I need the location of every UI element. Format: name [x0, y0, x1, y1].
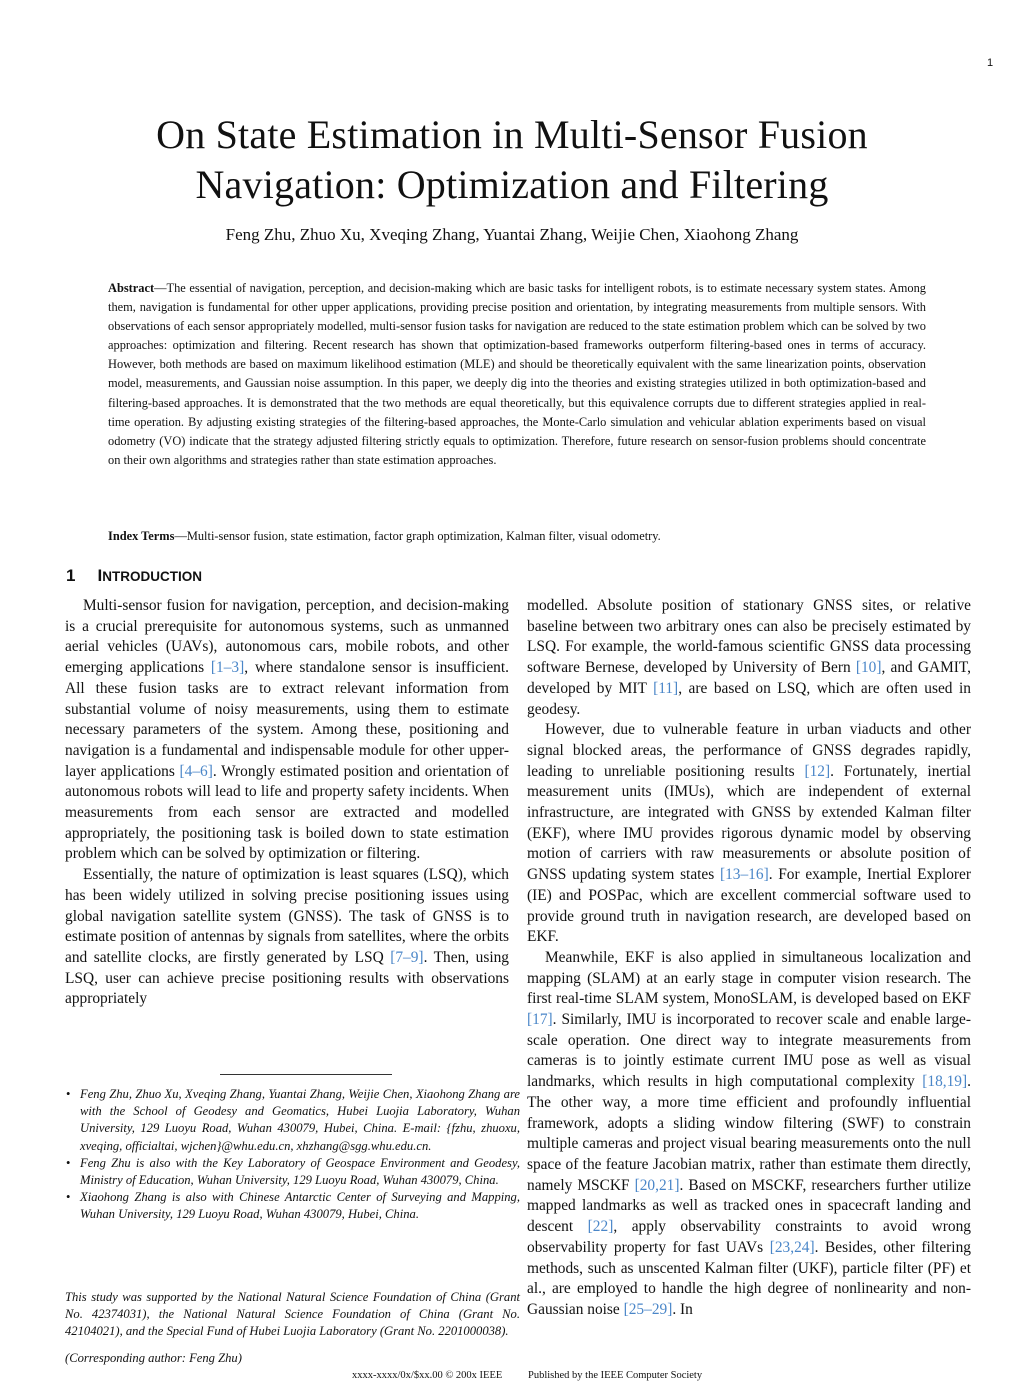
funding-note: This study was supported by the National Natural Science Foundation of China (Grant No. 42374031), the National Natural Science Foundation of China (Grant No. 42104021), and the Special Fund of Hubei Luojia Laboratory (Grant No. 2201000038).	[65, 1290, 520, 1339]
body-text: . The other way, a more time efficient and profoundly influential framework, adopts a sliding window filtering (SWF) to constrain multiple cameras and project visual bearing measurements onto the null space of the feature Jacobian matrix, rather than estimate them directly, namely MSCKF	[527, 1073, 971, 1194]
body-text: , and GAMIT, developed by MIT	[527, 659, 972, 697]
citation-link[interactable]: [10]	[855, 659, 882, 677]
citation-link[interactable]: [7–9]	[390, 948, 424, 966]
paragraph	[527, 948, 971, 1321]
title-line: On State Estimation in Multi-Sensor Fusion	[156, 112, 868, 157]
body-text: . In	[672, 1300, 693, 1318]
bullet-icon: •	[66, 1087, 71, 1101]
bullet-icon: •	[66, 1190, 71, 1205]
citation-link[interactable]: [20,21]	[634, 1176, 680, 1194]
section-title-initial: I	[97, 566, 103, 585]
footer-publisher: Published by the IEEE Computer Society	[528, 1370, 703, 1381]
body-text: . Wrongly estimated position and orientation of autonomous robots will lead to life and property safety incidents. When measurements from each sensor are extracted and modelled appropriately, the positioning task is boiled down to state estimation problem which can be solved by optimization or filtering.	[65, 762, 509, 863]
section-heading	[66, 566, 202, 586]
corresponding-author: (Corresponding author: Feng Zhu)	[65, 1351, 242, 1365]
citation-link[interactable]: [1–3]	[210, 659, 245, 677]
footnote-item	[65, 1155, 520, 1189]
section-number: 1	[66, 566, 76, 585]
body-text: , apply observability constraints to avoid wrong observability property for fast UAVs	[527, 1218, 972, 1256]
bullet-icon: •	[66, 1155, 71, 1170]
body-text: However, due to vulnerable feature in urban viaducts and other signal blocked areas, the performance of GNSS degrades rapidly, leading to unreliable positioning results	[527, 721, 971, 780]
footnote-item	[65, 1189, 520, 1223]
page-number: 1	[987, 57, 994, 69]
abstract	[108, 279, 926, 470]
abstract-text: —The essential of navigation, perception, and decision-making which are basic tasks for intelligent robots, is to estimate necessary system states. Among them, navigation is fundamental for other upper applications, providing precise position and orientation, by integrating measurements from multiple sensors. With observations of each sensor appropriately modelled, multi-sensor fusion tasks for navigation are reduced to the state estimation problem which can be solved by two approaches: optimization and filtering. Recent research has shown that optimization-based frameworks outperform filtering-based ones in terms of accuracy. However, both methods are based on maximum likelihood estimation (MLE) and should be theoretically equivalent with the same linearization points, observation model, measurements, and Gaussian noise assumption. In this paper, we deeply dig into the theories and existing strategies utilized in both optimization-based and filtering-based approaches. It is demonstrated that the two methods are equal theoretically, but this equivalence corrupts due to different strategies applied in real-time operation. By adjusting existing strategies of the filtering-based approaches, the Monte-Carlo simulation and vehicular ablation experiments based on visual odometry (VO) indicate that the strategy adjusted filtering strictly equals to optimization. Therefore, future research on sensor-fusion problems should concentrate on their own algorithms and strategies rather than state estimation approaches.	[108, 281, 926, 467]
body-text: Multi-sensor fusion for navigation, perception, and decision-making is a crucial prerequisite for autonomous systems, such as unmanned aerial vehicles (UAVs), autonomous cars, mobile robots, and other emerging applications	[65, 597, 509, 677]
body-text: modelled. Absolute position of stationary GNSS sites, or relative baseline between two arbitrary ones can also be precisely estimated by LSQ. For example, the world-famous scientific GNSS data processing software Bernese, developed by University of Bern	[527, 597, 971, 677]
author-list: Feng Zhu, Zhuo Xu, Xveqing Zhang, Yuantai Zhang, Weijie Chen, Xiaohong Zhang	[225, 225, 799, 244]
footnote-divider	[220, 1074, 392, 1075]
footnote-text: Xiaohong Zhang is also with Chinese Antarctic Center of Surveying and Mapping, Wuhan University, 129 Luoyu Road, Wuhan 430079, Hubei, China.	[80, 1190, 520, 1222]
footer-copyright: xxxx-xxxx/0x/$xx.00 © 200x IEEE	[352, 1370, 503, 1381]
footnote-text: Feng Zhu is also with the Key Laboratory of Geospace Environment and Geodesy, Ministry of Education, Wuhan University, 129 Luoyu Road, Wuhan 430079, China.	[80, 1155, 520, 1188]
footnote-text: Feng Zhu, Zhuo Xu, Xveqing Zhang, Yuantai Zhang, Weijie Chen, Xiaohong Zhang are with the School of Geodesy and Geomatics, Hubei Luojia Laboratory, Wuhan University, 129 Luoyu Road, Wuhan 430079, Hubei, China. E-mail: {fzhu, zhuoxu, xveqing, officialtai, wjchen}@whu.edu.cn, xhzhang@sgg.whu.edu.cn.	[80, 1087, 520, 1153]
citation-link[interactable]: [22]	[587, 1218, 614, 1236]
citation-link[interactable]: [23,24]	[769, 1238, 815, 1256]
footnote-item	[65, 1086, 520, 1155]
citation-link[interactable]: [12]	[804, 762, 831, 780]
paragraph	[527, 720, 971, 948]
left-column	[65, 596, 509, 1010]
body-text: , are based on LSQ, which are often used in geodesy.	[527, 679, 971, 718]
body-text: . Based on MSCKF, researchers further utilize mapped landmarks as well as tracked ones in spacecraft landing and descent	[527, 1176, 971, 1236]
abstract-label: Abstract	[108, 281, 155, 295]
paragraph	[65, 596, 509, 865]
title-line: Navigation: Optimization and Filtering	[195, 162, 829, 207]
index-terms-text: —Multi-sensor fusion, state estimation, factor graph optimization, Kalman filter, visual odometry.	[174, 529, 661, 543]
author-footnotes	[65, 1086, 520, 1224]
body-text: Essentially, the nature of optimization is least squares (LSQ), which has been widely utilized in solving precise positioning issues using global navigation satellite system (GNSS). The task of GNSS is to estimate position of antennas by signals from satellites, where the orbits and satellite clocks, are firstly generated by LSQ	[65, 866, 509, 966]
body-text: . For example, Inertial Explorer (IE) and POSPac, which are excellent commercial software used to provide ground truth in navigation research, are developed based on EKF.	[527, 866, 971, 946]
body-text: , where standalone sensor is insufficient. All these fusion tasks are to extract relevant information from substantial volume of noisy measurements, using them to estimate necessary parameters of the system. Among these, positioning and navigation is a fundamental and indispensable module for other upper-layer applications	[65, 659, 509, 780]
body-text: . Then, using LSQ, user can achieve precise positioning results with observations appropriately	[65, 948, 509, 1008]
body-text: . Similarly, IMU is incorporated to recover scale and enable large-scale operation. One direct way to integrate measurements from cameras is to jointly estimate current IMU pose as well as visual landmarks, which results in high computational complexity	[527, 1011, 971, 1091]
body-text: Meanwhile, EKF is also applied in simultaneous localization and mapping (SLAM) at an early stage in computer vision research. The first real-time SLAM system, MonoSLAM, is developed based on EKF	[527, 948, 971, 1008]
body-text: . Fortunately, inertial measurement units (IMUs), which are independent of external infrastructure, are integrated with GNSS by extended Kalman filter (EKF), where IMU provides rigorous dynamic model by observing motion of carriers with raw measurements or absolute position of GNSS updating system states	[527, 762, 972, 884]
citation-link[interactable]: [13–16]	[719, 866, 769, 884]
paragraph	[65, 865, 509, 1010]
citation-link[interactable]: [11]	[653, 679, 679, 697]
right-column	[527, 596, 971, 1321]
paragraph	[527, 596, 971, 720]
index-terms	[108, 529, 926, 544]
index-terms-label: Index Terms	[108, 529, 175, 543]
paper-title	[0, 110, 1024, 210]
citation-link[interactable]: [17]	[527, 1011, 553, 1029]
section-title-rest: NTRODUCTION	[102, 569, 202, 584]
body-text: . Besides, other filtering methods, such as unscented Kalman filter (UKF), particle filter (PF) et al., are employed to handle the high degree of nonlinearity and non-Gaussian noise	[527, 1238, 971, 1318]
citation-link[interactable]: [18,19]	[922, 1073, 968, 1091]
citation-link[interactable]: [25–29]	[623, 1300, 673, 1318]
citation-link[interactable]: [4–6]	[179, 762, 213, 780]
